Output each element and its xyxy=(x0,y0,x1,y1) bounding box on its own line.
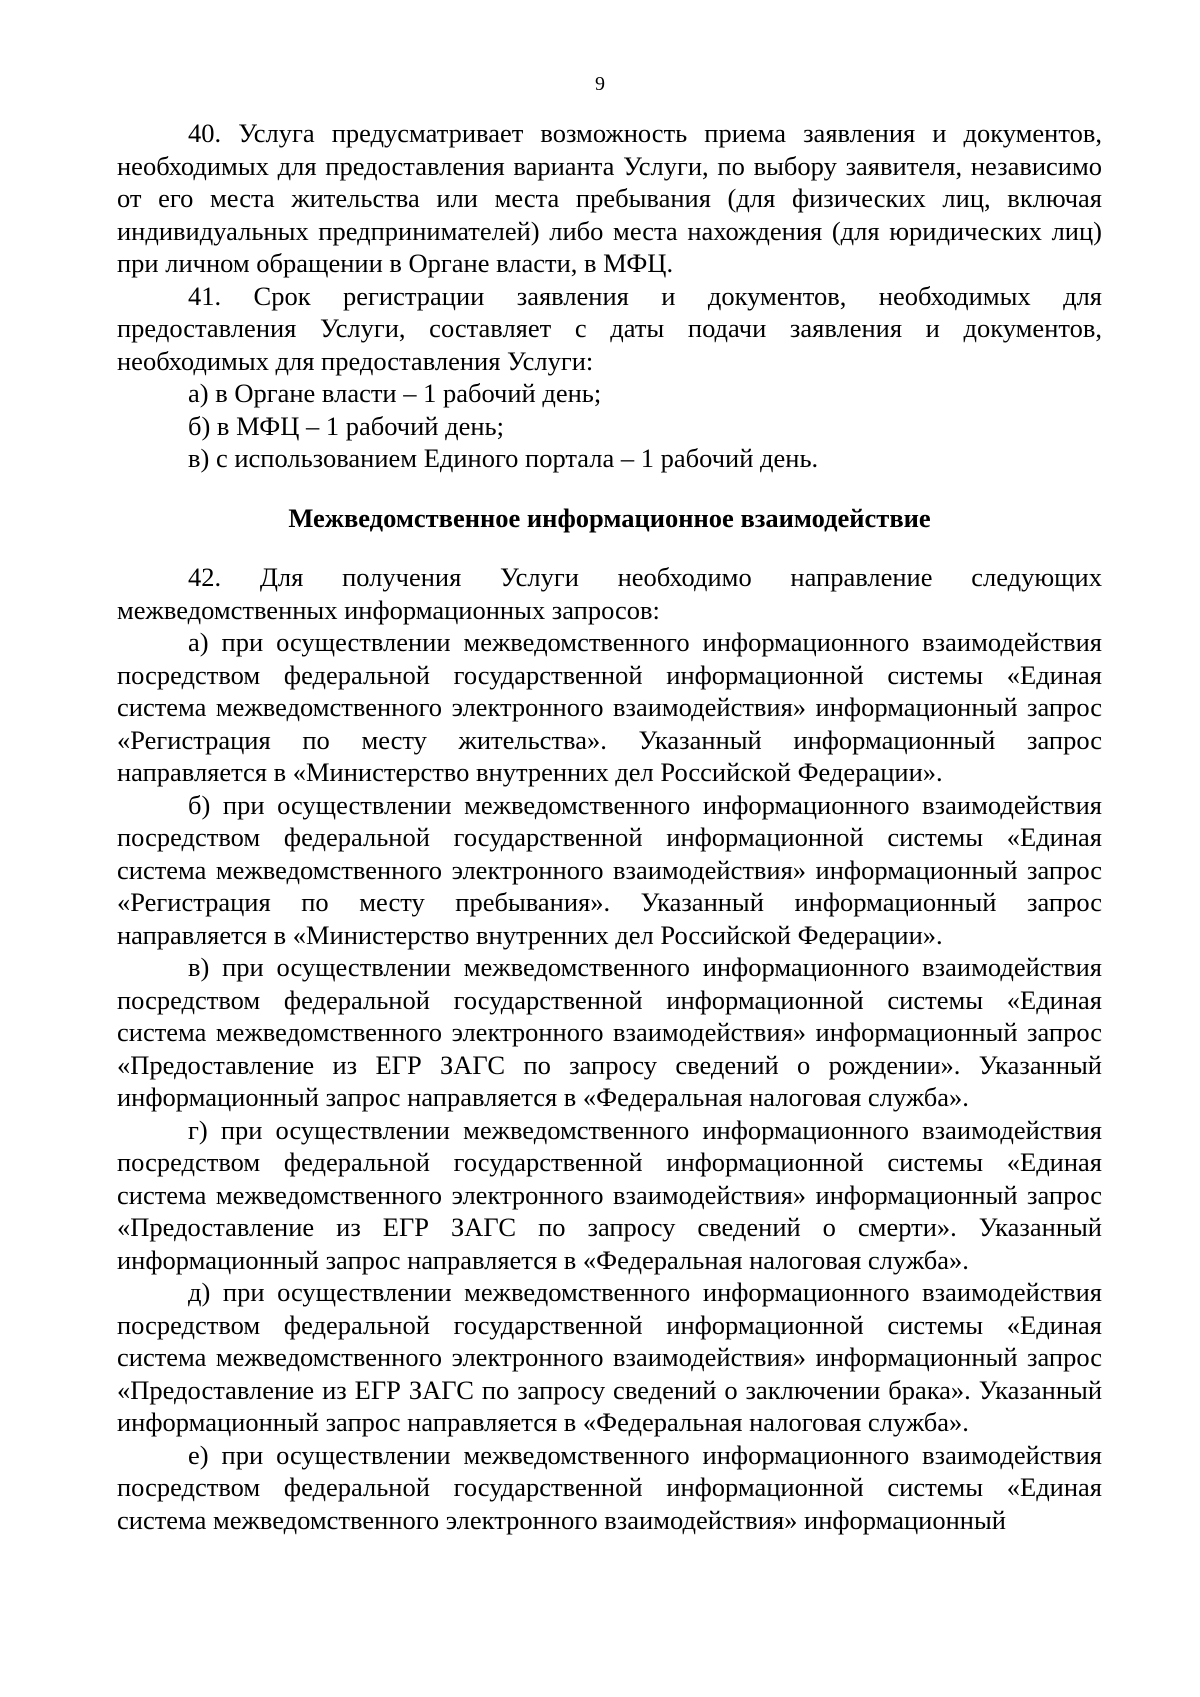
paragraph-41: 41. Срок регистрации заявления и документов, необходимых для предоставления Услуги, составляет с даты подачи заявления и документов, необходимых для предоставления Услуги: xyxy=(117,280,1102,376)
paragraph-40: 40. Услуга предусматривает возможность приема заявления и документов, необходимых для предоставления варианта Услуги, по выбору заявителя, независимо от его места жительства или места пребывания (для физических лиц, включая индивидуальных предпринимателей) либо места нахождения (для юридических лиц) при личном обращении в Органе власти, в МФЦ. xyxy=(117,118,1102,278)
document-body xyxy=(117,117,1102,1536)
paragraph-42-g: г) при осуществлении межведомственного информационного взаимодействия посредством федеральной государственной информационной системы «Единая система межведомственного электронного взаимодействия» информационный запрос «Предоставление из ЕГР ЗАГС по запросу сведений о смерти». Указанный информационный запрос направляется в «Федеральная налоговая служба». xyxy=(117,1114,1102,1275)
list-item-v: в) с использованием Единого портала – 1 рабочий день. xyxy=(188,443,819,473)
list-item-a: а) в Органе власти – 1 рабочий день; xyxy=(188,378,602,408)
page-number: 9 xyxy=(595,73,605,95)
list-item-b: б) в МФЦ – 1 рабочий день; xyxy=(188,410,504,441)
paragraph-42-e: е) при осуществлении межведомственного информационного взаимодействия посредством федеральной государственной информационной системы «Единая система межведомственного электронного взаимодействия» информационный xyxy=(117,1439,1102,1535)
paragraph-42-b: б) при осуществлении межведомственного информационного взаимодействия посредством федеральной государственной информационной системы «Единая система межведомственного электронного взаимодействия» информационный запрос «Регистрация по месту пребывания». Указанный информационный запрос направляется в «Министерство внутренних дел Российской Федерации». xyxy=(117,789,1102,950)
paragraph-42-d: д) при осуществлении межведомственного информационного взаимодействия посредством федеральной государственной информационной системы «Единая система межведомственного электронного взаимодействия» информационный запрос «Предоставление из ЕГР ЗАГС по запросу сведений о заключении брака». Указанный информационный запрос направляется в «Федеральная налоговая служба». xyxy=(117,1277,1102,1437)
section-heading: Межведомственное информационное взаимодействие xyxy=(288,502,931,533)
paragraph-42-a: а) при осуществлении межведомственного информационного взаимодействия посредством федеральной государственной информационной системы «Единая система межведомственного электронного взаимодействия» информационный запрос «Регистрация по месту жительства». Указанный информационный запрос направляется в «Министерство внутренних дел Российской Федерации». xyxy=(117,627,1102,787)
paragraph-42: 42. Для получения Услуги необходимо направление следующих межведомственных информационных запросов: xyxy=(117,562,1102,625)
paragraph-42-v: в) при осуществлении межведомственного информационного взаимодействия посредством федеральной государственной информационной системы «Единая система межведомственного электронного взаимодействия» информационный запрос «Предоставление из ЕГР ЗАГС по запросу сведений о рождении». Указанный информационный запрос направляется в «Федеральная налоговая служба». xyxy=(117,952,1102,1112)
